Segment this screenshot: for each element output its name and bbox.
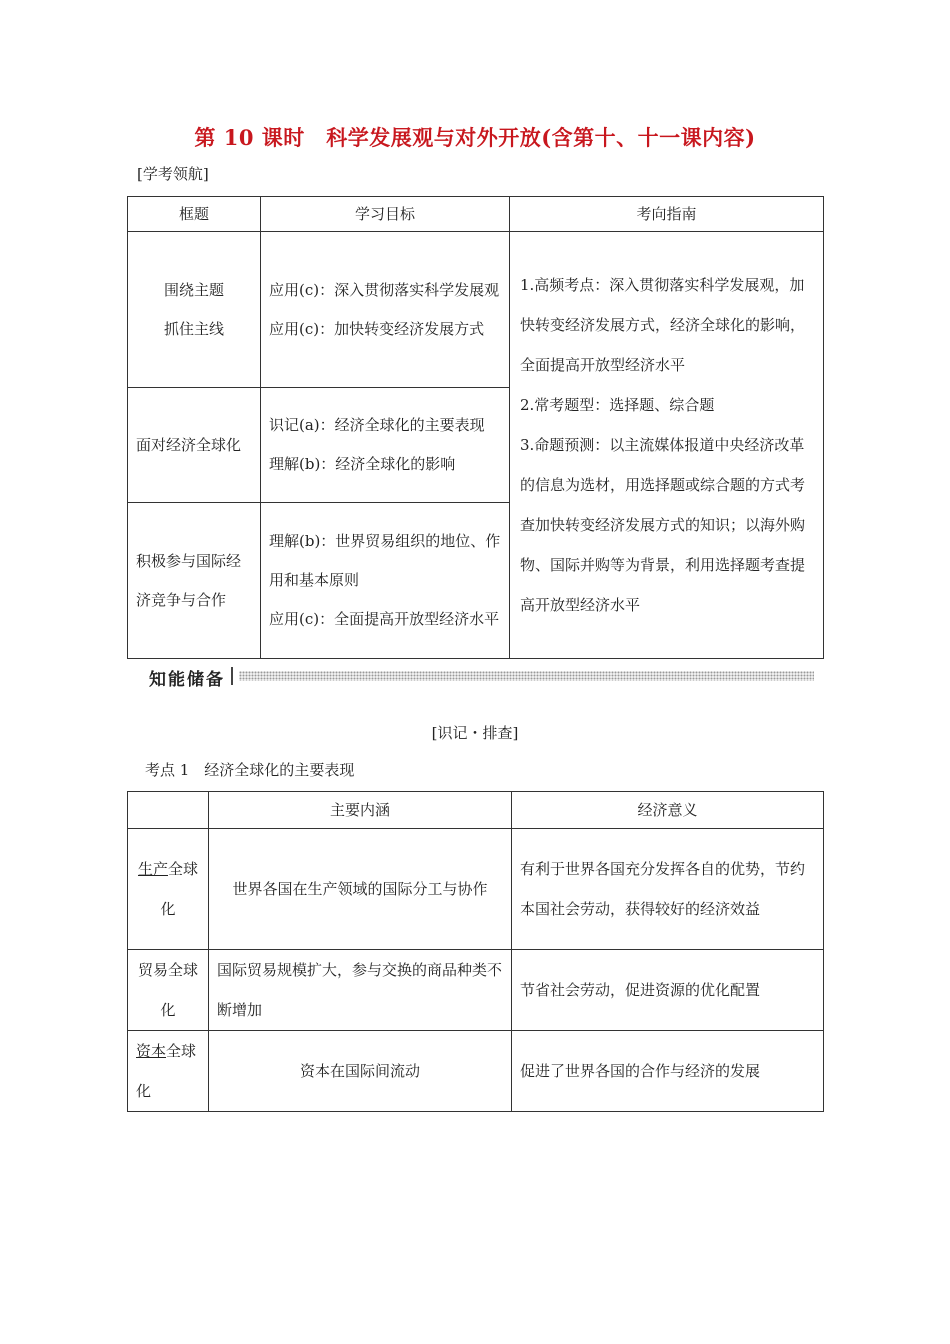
- category-underlined: 资本: [136, 1042, 167, 1060]
- table-row: [128, 829, 824, 950]
- kaodian-heading: 考点 1 经济全球化的主要表现: [145, 761, 355, 779]
- meaning-cell: 促进了世界各国的合作与经济的发展: [512, 1031, 824, 1112]
- header-cell: 主要内涵: [209, 792, 512, 829]
- meaning-cell: 有利于世界各国充分发挥各自的优势，节约本国社会劳动，获得较好的经济效益: [512, 829, 824, 950]
- category-underlined: 生产: [137, 860, 168, 878]
- category-cell: [128, 1031, 209, 1112]
- content-cell: 世界各国在生产领域的国际分工与协作: [209, 829, 512, 950]
- topic-cell: 围绕主题 抓住主线: [128, 232, 261, 388]
- category-rest: 全球化: [136, 1042, 197, 1100]
- header-cell: 经济意义: [512, 792, 824, 829]
- table-row: [128, 232, 824, 388]
- globalization-table: [127, 791, 824, 1112]
- topic-cell: 面对经济全球化: [128, 388, 261, 503]
- table-row: [128, 1031, 824, 1112]
- overview-table: [127, 196, 824, 659]
- table-row: [128, 950, 824, 1031]
- meaning-cell: 节省社会劳动，促进资源的优化配置: [512, 950, 824, 1031]
- header-cell: 考向指南: [510, 197, 824, 232]
- banner-edge: [231, 667, 233, 685]
- section-banner: [127, 663, 814, 689]
- goal-cell: 识记(a)：经济全球化的主要表现 理解(b)：经济全球化的影响: [261, 388, 510, 503]
- banner-label: 知能储备: [145, 665, 229, 690]
- goal-cell: 理解(b)：世界贸易组织的地位、作用和基本原则 应用(c)：全面提高开放型经济水平: [261, 503, 510, 659]
- content-cell: 资本在国际间流动: [209, 1031, 512, 1112]
- guide-cell: 1.高频考点：深入贯彻落实科学发展观，加快转变经济发展方式，经济全球化的影响，全面提高开放型经济水平 2.常考题型：选择题、综合题 3.命题预测：以主流媒体报道中央经济改革的信息为选材，用选择题或综合题的方式考查加快转变经济发展方式的知识；以海外购物、国际并购等为背景，利用选择题考查提高开放型经济水平: [510, 232, 824, 659]
- topic-cell: 积极参与国际经济竞争与合作: [128, 503, 261, 659]
- table-header-row: [128, 197, 824, 232]
- content-cell: 国际贸易规模扩大，参与交换的商品种类不断增加: [209, 950, 512, 1031]
- table-header-row: [128, 792, 824, 829]
- section-label-nav: [学考领航]: [137, 165, 209, 183]
- goal-cell: 应用(c)：深入贯彻落实科学发展观 应用(c)：加快转变经济发展方式: [261, 232, 510, 388]
- category-cell: [128, 829, 209, 950]
- banner-dots: [239, 671, 814, 681]
- category-rest: 贸易全球化: [137, 961, 198, 1019]
- section-label-review: [识记・排查]: [431, 724, 519, 742]
- category-rest: 全球化: [160, 860, 199, 918]
- header-cell: 学习目标: [261, 197, 510, 232]
- page-title: 第 10 课时 科学发展观与对外开放(含第十、十一课内容): [194, 125, 756, 150]
- category-cell: [128, 950, 209, 1031]
- header-cell: 框题: [128, 197, 261, 232]
- header-cell: [128, 792, 209, 829]
